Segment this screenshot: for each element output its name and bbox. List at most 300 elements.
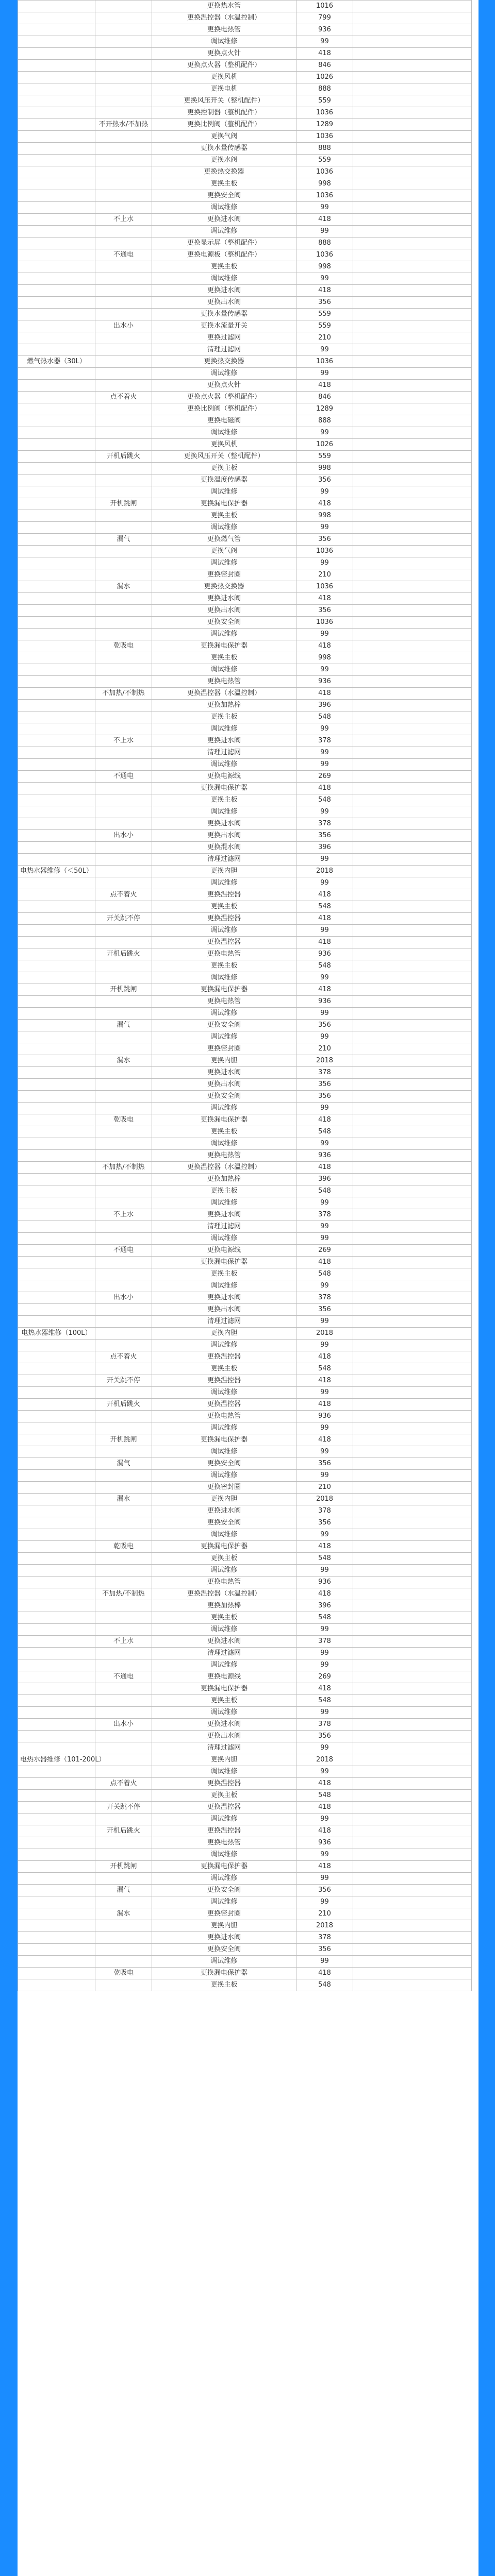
repair-item-cell: 调试维修 [152, 1280, 296, 1292]
repair-item-cell: 更换温控器 [152, 913, 296, 925]
blank-cell [353, 1802, 472, 1814]
table-row [18, 95, 472, 107]
table-row [18, 1577, 472, 1588]
repair-item-cell: 调试维修 [152, 1659, 296, 1671]
table-row [18, 1268, 472, 1280]
category-cell [18, 1067, 95, 1079]
price-cell: 378 [296, 1932, 353, 1944]
repair-item-cell: 更换电热管 [152, 1411, 296, 1422]
fault-cell [95, 166, 152, 178]
blank-cell [353, 1020, 472, 1031]
blank-cell [353, 1505, 472, 1517]
repair-item-cell: 更换显示屏（整机配件） [152, 238, 296, 249]
price-cell: 99 [296, 1422, 353, 1434]
price-cell: 2018 [296, 866, 353, 877]
fault-cell [95, 996, 152, 1008]
repair-item-cell: 更换安全阀 [152, 1091, 296, 1103]
blank-cell [353, 877, 472, 889]
blank-cell [353, 1482, 472, 1494]
table-row [18, 605, 472, 617]
table-row [18, 818, 472, 830]
category-cell [18, 1126, 95, 1138]
price-cell: 2018 [296, 1920, 353, 1932]
fault-cell [95, 818, 152, 830]
fault-cell [95, 1446, 152, 1458]
category-cell [18, 1505, 95, 1517]
price-cell: 1036 [296, 190, 353, 202]
table-row [18, 581, 472, 593]
price-cell: 210 [296, 1043, 353, 1055]
category-cell [18, 72, 95, 83]
category-cell [18, 1731, 95, 1742]
category-cell [18, 1742, 95, 1754]
blank-cell [353, 1849, 472, 1861]
table-row [18, 522, 472, 534]
fault-cell [95, 83, 152, 95]
category-cell [18, 794, 95, 806]
category-cell [18, 1968, 95, 1979]
price-cell: 356 [296, 297, 353, 309]
repair-item-cell: 调试维修 [152, 1470, 296, 1482]
repair-item-cell: 调试维修 [152, 1849, 296, 1861]
category-cell [18, 546, 95, 557]
fault-cell: 漏气 [95, 534, 152, 546]
repair-item-cell: 更换比例阀（整机配件） [152, 403, 296, 415]
repair-item-cell: 更换风机 [152, 439, 296, 451]
price-cell: 418 [296, 1351, 353, 1363]
price-cell: 1026 [296, 439, 353, 451]
repair-item-cell: 更换漏电保护器 [152, 498, 296, 510]
fault-cell [95, 1600, 152, 1612]
blank-cell [353, 1138, 472, 1150]
category-cell [18, 676, 95, 688]
blank-cell [353, 1612, 472, 1624]
repair-item-cell: 调试维修 [152, 1624, 296, 1636]
category-cell [18, 1138, 95, 1150]
blank-cell [353, 1470, 472, 1482]
blank-cell [353, 1529, 472, 1541]
category-cell [18, 664, 95, 676]
price-cell: 99 [296, 1470, 353, 1482]
repair-item-cell: 更换温控器（水温控制） [152, 1588, 296, 1600]
price-cell: 99 [296, 427, 353, 439]
category-cell [18, 1150, 95, 1162]
table-row [18, 1968, 472, 1979]
blank-cell [353, 1375, 472, 1387]
fault-cell [95, 474, 152, 486]
fault-cell: 不开热水/不加热 [95, 119, 152, 131]
category-cell [18, 1790, 95, 1802]
price-cell: 548 [296, 1612, 353, 1624]
repair-item-cell: 更换温控器（水温控制） [152, 1162, 296, 1174]
fault-cell: 不加热/不制热 [95, 688, 152, 700]
price-cell: 99 [296, 1529, 353, 1541]
price-cell: 378 [296, 1209, 353, 1221]
fault-cell: 不通电 [95, 249, 152, 261]
price-cell: 99 [296, 1648, 353, 1659]
price-cell: 559 [296, 155, 353, 166]
blank-cell [353, 1837, 472, 1849]
price-cell: 548 [296, 1363, 353, 1375]
price-cell: 99 [296, 522, 353, 534]
fault-cell [95, 1126, 152, 1138]
table-row [18, 759, 472, 771]
blank-cell [353, 1363, 472, 1375]
repair-item-cell: 更换主板 [152, 794, 296, 806]
price-cell: 418 [296, 1861, 353, 1873]
price-cell: 356 [296, 1458, 353, 1470]
blank-cell [353, 1268, 472, 1280]
price-cell: 548 [296, 1126, 353, 1138]
category-cell [18, 605, 95, 617]
repair-item-cell: 更换燃气管 [152, 534, 296, 546]
fault-cell: 漏气 [95, 1458, 152, 1470]
fault-cell: 漏气 [95, 1020, 152, 1031]
category-cell [18, 202, 95, 214]
repair-item-cell: 更换电热管 [152, 996, 296, 1008]
category-cell [18, 1292, 95, 1304]
repair-item-cell: 调试维修 [152, 522, 296, 534]
price-cell: 99 [296, 1624, 353, 1636]
repair-item-cell: 更换加热棒 [152, 1174, 296, 1185]
price-cell: 418 [296, 783, 353, 794]
repair-item-cell: 调试维修 [152, 1956, 296, 1968]
repair-item-cell: 调试维修 [152, 1197, 296, 1209]
repair-item-cell: 更换主板 [152, 1695, 296, 1707]
table-row [18, 1470, 472, 1482]
fault-cell [95, 1150, 152, 1162]
table-row [18, 297, 472, 309]
fault-cell: 开机后跳火 [95, 1399, 152, 1411]
price-cell: 418 [296, 214, 353, 226]
blank-cell [353, 1541, 472, 1553]
table-row [18, 1541, 472, 1553]
category-cell [18, 214, 95, 226]
repair-item-cell: 更换点火器（整机配件） [152, 60, 296, 72]
fault-cell: 出水小 [95, 320, 152, 332]
repair-item-cell: 更换气阀 [152, 131, 296, 143]
fault-cell [95, 36, 152, 48]
table-row [18, 1896, 472, 1908]
fault-cell [95, 1328, 152, 1340]
category-cell [18, 1825, 95, 1837]
repair-item-cell: 更换主板 [152, 178, 296, 190]
table-row [18, 1814, 472, 1825]
table-row [18, 948, 472, 960]
price-cell: 2018 [296, 1055, 353, 1067]
category-cell [18, 510, 95, 522]
category-cell [18, 1707, 95, 1719]
price-cell: 936 [296, 1577, 353, 1588]
table-row [18, 48, 472, 60]
category-cell [18, 1908, 95, 1920]
table-row [18, 309, 472, 320]
blank-cell [353, 1600, 472, 1612]
blank-cell [353, 12, 472, 24]
fault-cell: 不通电 [95, 1245, 152, 1257]
fault-cell [95, 463, 152, 474]
table-row [18, 12, 472, 24]
price-cell: 356 [296, 1517, 353, 1529]
repair-item-cell: 更换电磁阀 [152, 415, 296, 427]
price-cell: 418 [296, 913, 353, 925]
category-cell [18, 1375, 95, 1387]
table-row [18, 403, 472, 415]
blank-cell [353, 1719, 472, 1731]
fault-cell: 开机后跳火 [95, 451, 152, 463]
repair-item-cell: 调试维修 [152, 925, 296, 937]
repair-item-cell: 更换温控器 [152, 1778, 296, 1790]
fault-cell: 出水小 [95, 1292, 152, 1304]
blank-cell [353, 1031, 472, 1043]
table-row [18, 1885, 472, 1896]
table-row [18, 83, 472, 95]
fault-cell: 漏水 [95, 1055, 152, 1067]
table-row [18, 261, 472, 273]
price-cell: 559 [296, 95, 353, 107]
price-cell: 396 [296, 700, 353, 711]
table-row [18, 1126, 472, 1138]
blank-cell [353, 1245, 472, 1257]
fault-cell [95, 1742, 152, 1754]
price-cell: 936 [296, 996, 353, 1008]
price-cell: 356 [296, 1091, 353, 1103]
fault-cell: 开关跳不停 [95, 1375, 152, 1387]
price-cell: 418 [296, 48, 353, 60]
repair-item-cell: 更换主板 [152, 901, 296, 913]
blank-cell [353, 569, 472, 581]
table-row [18, 1245, 472, 1257]
fault-cell: 不加热/不制热 [95, 1162, 152, 1174]
table-row [18, 1849, 472, 1861]
fault-cell [95, 937, 152, 948]
blank-cell [353, 1304, 472, 1316]
table-row [18, 1422, 472, 1434]
category-cell [18, 1162, 95, 1174]
repair-item-cell: 更换进水阀 [152, 1636, 296, 1648]
table-row [18, 486, 472, 498]
repair-item-cell: 更换主板 [152, 1553, 296, 1565]
price-cell: 99 [296, 1008, 353, 1020]
price-cell: 418 [296, 1114, 353, 1126]
price-cell: 1026 [296, 72, 353, 83]
blank-cell [353, 1577, 472, 1588]
blank-cell [353, 439, 472, 451]
category-cell [18, 1422, 95, 1434]
fault-cell [95, 1280, 152, 1292]
category-cell [18, 1458, 95, 1470]
fault-cell [95, 1091, 152, 1103]
blank-cell [353, 664, 472, 676]
repair-item-cell: 更换安全阀 [152, 1944, 296, 1956]
category-cell [18, 747, 95, 759]
table-row [18, 1446, 472, 1458]
price-cell: 559 [296, 451, 353, 463]
category-cell [18, 1280, 95, 1292]
repair-item-cell: 更换内胆 [152, 1494, 296, 1505]
blank-cell [353, 427, 472, 439]
fault-cell [95, 617, 152, 629]
blank-cell [353, 1624, 472, 1636]
price-cell: 99 [296, 1849, 353, 1861]
fault-cell [95, 925, 152, 937]
table-row [18, 806, 472, 818]
fault-cell [95, 1197, 152, 1209]
table-row [18, 1873, 472, 1885]
table-row [18, 332, 472, 344]
fault-cell [95, 107, 152, 119]
blank-cell [353, 1968, 472, 1979]
fault-cell: 乾吸电 [95, 1114, 152, 1126]
fault-cell: 点不着火 [95, 1778, 152, 1790]
fault-cell [95, 332, 152, 344]
table-row [18, 498, 472, 510]
blank-cell [353, 1458, 472, 1470]
blank-cell [353, 1233, 472, 1245]
category-cell [18, 427, 95, 439]
fault-cell [95, 510, 152, 522]
repair-item-cell: 调试维修 [152, 723, 296, 735]
category-cell [18, 285, 95, 297]
blank-cell [353, 747, 472, 759]
fault-cell [95, 1896, 152, 1908]
fault-cell [95, 1731, 152, 1742]
repair-item-cell: 更换电源线 [152, 1245, 296, 1257]
blank-cell [353, 711, 472, 723]
repair-item-cell: 更换温控器 [152, 1375, 296, 1387]
repair-item-cell: 更换漏电保护器 [152, 1683, 296, 1695]
table-row [18, 214, 472, 226]
fault-cell: 开机跳闸 [95, 1434, 152, 1446]
category-cell [18, 166, 95, 178]
price-cell: 548 [296, 1695, 353, 1707]
price-cell: 418 [296, 640, 353, 652]
repair-item-cell: 调试维修 [152, 759, 296, 771]
category-cell [18, 1719, 95, 1731]
table-row [18, 1375, 472, 1387]
table-row [18, 972, 472, 984]
blank-cell [353, 546, 472, 557]
table-row [18, 1600, 472, 1612]
blank-cell [353, 937, 472, 948]
blank-cell [353, 498, 472, 510]
price-cell: 1036 [296, 107, 353, 119]
repair-item-cell: 清理过滤网 [152, 1221, 296, 1233]
category-cell [18, 617, 95, 629]
repair-item-cell: 更换温控器 [152, 889, 296, 901]
repair-item-cell: 更换点火器（整机配件） [152, 392, 296, 403]
category-cell [18, 36, 95, 48]
blank-cell [353, 344, 472, 356]
price-cell: 418 [296, 1434, 353, 1446]
blank-cell [353, 249, 472, 261]
blank-cell [353, 1209, 472, 1221]
blank-cell [353, 1683, 472, 1695]
price-cell: 356 [296, 1304, 353, 1316]
price-cell: 99 [296, 1446, 353, 1458]
blank-cell [353, 392, 472, 403]
table-row [18, 629, 472, 640]
table-row [18, 1043, 472, 1055]
price-cell: 99 [296, 723, 353, 735]
blank-cell [353, 1932, 472, 1944]
blank-cell [353, 1565, 472, 1577]
blank-cell [353, 474, 472, 486]
fault-cell [95, 238, 152, 249]
price-cell: 210 [296, 1482, 353, 1494]
fault-cell [95, 261, 152, 273]
blank-cell [353, 403, 472, 415]
price-cell: 99 [296, 273, 353, 285]
category-cell [18, 48, 95, 60]
price-cell: 548 [296, 1790, 353, 1802]
fault-cell: 漏水 [95, 1494, 152, 1505]
category-cell [18, 190, 95, 202]
price-cell: 998 [296, 261, 353, 273]
fault-cell [95, 1221, 152, 1233]
price-cell: 99 [296, 854, 353, 866]
fault-cell: 开机后跳火 [95, 1825, 152, 1837]
category-cell [18, 629, 95, 640]
price-cell: 998 [296, 510, 353, 522]
repair-item-cell: 调试维修 [152, 1387, 296, 1399]
blank-cell [353, 1695, 472, 1707]
price-cell: 99 [296, 1707, 353, 1719]
price-cell: 548 [296, 711, 353, 723]
price-cell: 998 [296, 652, 353, 664]
repair-item-cell: 更换热交换器 [152, 356, 296, 368]
fault-cell: 漏水 [95, 1908, 152, 1920]
table-row [18, 1340, 472, 1351]
price-cell: 210 [296, 1908, 353, 1920]
fault-cell: 不加热/不制热 [95, 1588, 152, 1600]
fault-cell: 不上水 [95, 1209, 152, 1221]
category-cell [18, 1814, 95, 1825]
category-cell [18, 830, 95, 842]
price-cell: 356 [296, 1944, 353, 1956]
category-cell [18, 226, 95, 238]
fault-cell [95, 48, 152, 60]
category-cell [18, 380, 95, 392]
table-row [18, 1683, 472, 1695]
category-cell [18, 1174, 95, 1185]
price-cell: 418 [296, 1162, 353, 1174]
category-cell [18, 948, 95, 960]
category-cell [18, 877, 95, 889]
category-cell [18, 368, 95, 380]
category-cell [18, 925, 95, 937]
fault-cell [95, 901, 152, 913]
repair-item-cell: 更换出水阀 [152, 830, 296, 842]
category-cell [18, 1387, 95, 1399]
price-cell: 418 [296, 889, 353, 901]
repair-item-cell: 调试维修 [152, 1896, 296, 1908]
category-cell [18, 320, 95, 332]
category-cell [18, 1837, 95, 1849]
price-cell: 1036 [296, 356, 353, 368]
category-cell [18, 759, 95, 771]
category-cell [18, 640, 95, 652]
category-cell [18, 1399, 95, 1411]
category-cell [18, 854, 95, 866]
repair-item-cell: 清理过滤网 [152, 854, 296, 866]
category-cell [18, 1873, 95, 1885]
category-cell [18, 1553, 95, 1565]
fault-cell [95, 723, 152, 735]
table-row [18, 1624, 472, 1636]
repair-item-cell: 调试维修 [152, 806, 296, 818]
price-cell: 99 [296, 226, 353, 238]
